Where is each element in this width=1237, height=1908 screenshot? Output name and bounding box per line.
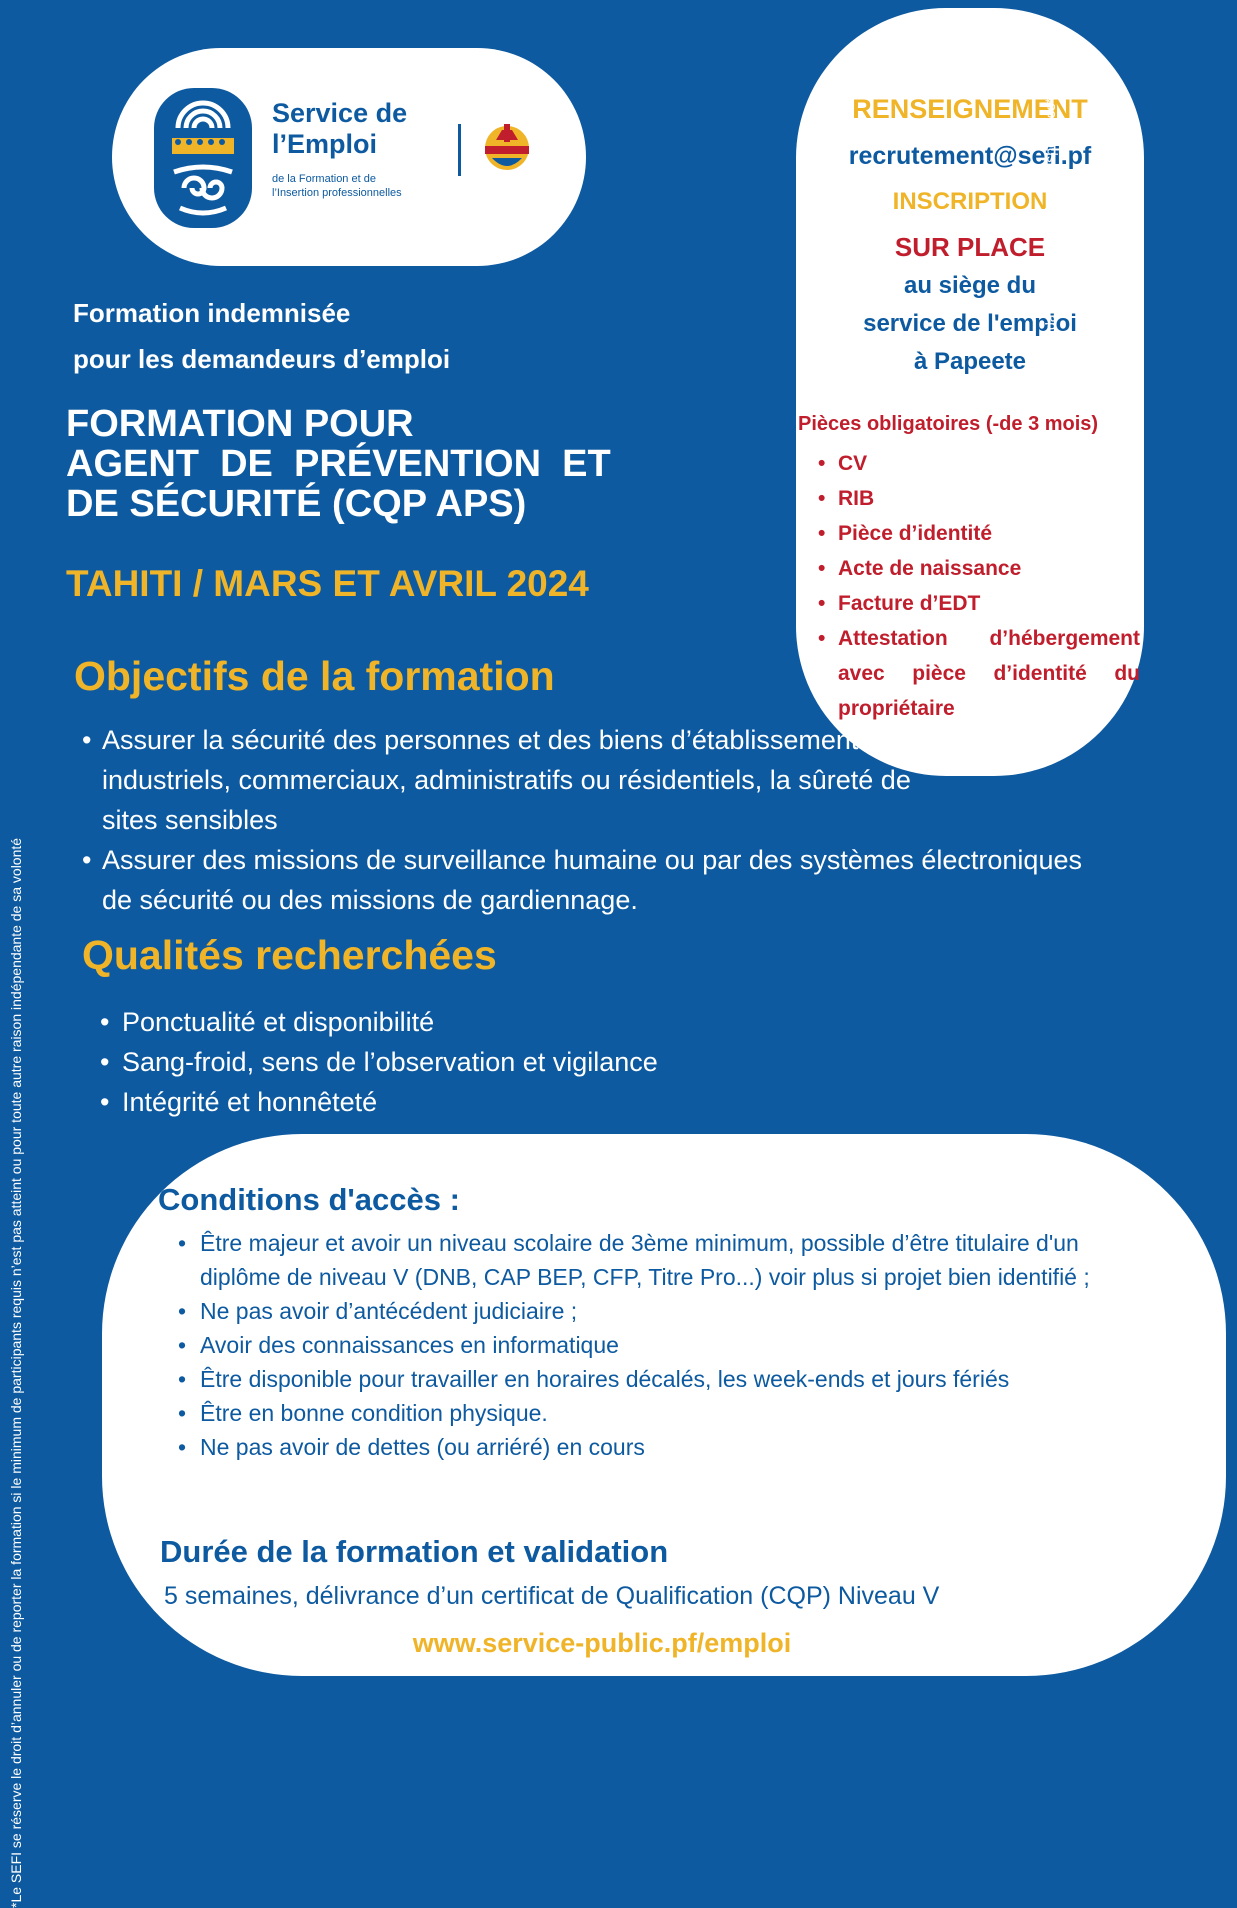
- conditions-card: [102, 1134, 1226, 1676]
- intro-text: Formation indemnisée pour les demandeurs d’emploi: [73, 298, 451, 374]
- conditions-heading: Conditions d'accès :: [158, 1182, 460, 1217]
- logo-subtitle: de la Formation et de l’Insertion professionnelles: [272, 173, 402, 199]
- page-title: FORMATION POUR AGENT DE PRÉVENTION ET DE SÉCURITÉ (CQP APS): [66, 403, 611, 525]
- condition-item: • Être majeur et avoir un niveau scolaire de 3ème minimum, possible d’être titulaire d'un diplôme de niveau V (DNB, CAP BEP, CFP, Titre Pro...) voir plus si projet bien identifié ;: [176, 1226, 1100, 1294]
- sefi-emblem-icon: [154, 88, 252, 228]
- place-line-2: service de l'emploi: [863, 310, 1077, 337]
- piece-item: • Pièce d’identité: [808, 516, 1140, 551]
- qualites-heading: Qualités recherchées: [82, 932, 497, 978]
- side-note-right: dans la limite des places disponibles*: [1042, 98, 1058, 330]
- renseignement-label: RENSEIGNEMENT: [852, 94, 1088, 124]
- duree-text: 5 semaines, délivrance d’un certificat de Qualification (CQP) Niveau V: [164, 1582, 940, 1610]
- objectifs-list: [82, 720, 1102, 920]
- logo-title: Service de l’Emploi: [272, 98, 408, 159]
- objectifs-heading: Objectifs de la formation: [74, 653, 555, 699]
- condition-item: • Avoir des connaissances en informatique: [176, 1328, 1216, 1362]
- duree-heading: Durée de la formation et validation: [160, 1534, 669, 1569]
- piece-item: • Acte de naissance: [808, 551, 1140, 586]
- sur-place-label: SUR PLACE: [894, 232, 1046, 262]
- condition-item: • Être disponible pour travailler en horaires décalés, les week-ends et jours fériés: [176, 1362, 1216, 1396]
- condition-item: • Être en bonne condition physique.: [176, 1396, 1216, 1430]
- conditions-list: [176, 1226, 1216, 1464]
- qualite-item: • Intégrité et honnêteté: [100, 1082, 1000, 1122]
- condition-item: • Ne pas avoir d’antécédent judiciaire ;: [176, 1294, 1216, 1328]
- side-note-left: *Le SEFI se réserve le droit d’annuler ou de reporter la formation si le minimum de participants requis n’est pas atteint ou pour toute autre raison indépendante de sa volonté: [8, 837, 24, 1908]
- location-date: TAHITI / MARS ET AVRIL 2024: [66, 563, 589, 604]
- place-line-3: à Papeete: [913, 348, 1027, 375]
- pieces-title: Pièces obligatoires (-de 3 mois): [798, 413, 1099, 435]
- piece-item: • Attestation d’hébergement avec pièce d’identité du propriétaire: [808, 621, 1140, 726]
- piece-item: • RIB: [808, 481, 1140, 516]
- objectif-item: • Assurer la sécurité des personnes et des biens d’établissements industriels, commerciaux, administratifs ou résidentiels, la sûreté de sites sensibles: [82, 720, 962, 840]
- info-card: [796, 8, 1144, 776]
- objectif-item: • Assurer des missions de surveillance humaine ou par des systèmes électroniques de sécurité ou des missions de gardiennage.: [82, 840, 1102, 920]
- inscription-label: INSCRIPTION: [892, 188, 1048, 215]
- pieces-list: [808, 446, 1140, 726]
- logo-divider: [458, 124, 461, 176]
- qualite-item: • Ponctualité et disponibilité: [100, 1002, 1000, 1042]
- contact-email[interactable]: recrutement@sefi.pf: [848, 142, 1092, 170]
- website-link[interactable]: www.service-public.pf/emploi: [412, 1628, 792, 1658]
- polynesia-emblem-icon: [482, 118, 532, 182]
- piece-item: • CV: [808, 446, 1140, 481]
- qualite-item: • Sang-froid, sens de l’observation et vigilance: [100, 1042, 1000, 1082]
- place-line-1: au siège du: [903, 272, 1037, 299]
- condition-item: • Ne pas avoir de dettes (ou arriéré) en cours: [176, 1430, 1216, 1464]
- piece-item: • Facture d’EDT: [808, 586, 1140, 621]
- logo-card: [112, 48, 586, 266]
- qualites-list: [100, 1002, 1000, 1122]
